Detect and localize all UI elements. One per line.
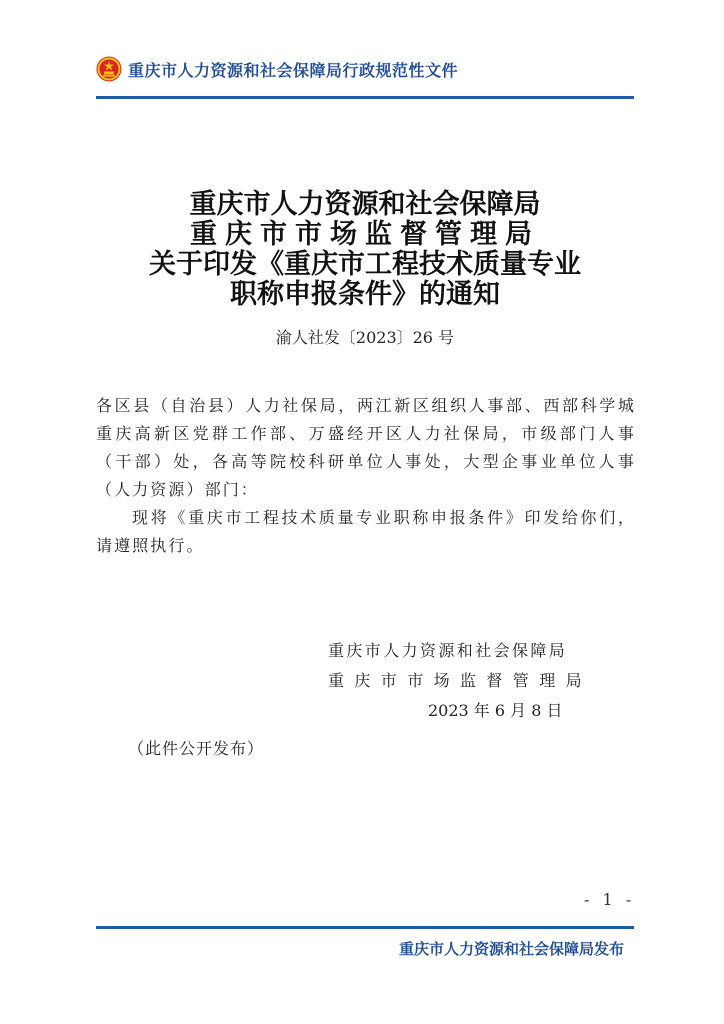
header-divider (96, 96, 634, 99)
issue-date: 2023 年 6 月 8 日 (428, 701, 563, 720)
page-number: - 1 - (584, 890, 636, 909)
footer-publisher: 重庆市人力资源和社会保障局发布 (398, 940, 624, 958)
notice-paragraph: 现将《重庆市工程技术质量专业职称申报条件》印发给你们，请遵照执行。 (96, 508, 636, 555)
title-line-3: 关于印发《重庆市工程技术质量专业 (149, 249, 581, 280)
signature-block (328, 636, 592, 696)
national-emblem-icon (96, 56, 122, 82)
document-title (96, 190, 634, 310)
title-line-1: 重庆市人力资源和社会保障局 (189, 189, 541, 220)
title-line-4: 职称申报条件》的通知 (230, 279, 500, 310)
document-header (96, 52, 458, 86)
header-title: 重庆市人力资源和社会保障局行政规范性文件 (128, 60, 459, 80)
title-line-2: 重庆市市场监督管理局 (190, 219, 540, 250)
document-number: 渝人社发〔2023〕26 号 (275, 328, 455, 347)
publication-note: （此件公开发布） (128, 739, 265, 758)
signatory-1: 重庆市人力资源和社会保障局 (328, 641, 568, 660)
recipients-paragraph: 各区县（自治县）人力社保局，两江新区组织人事部、西部科学城重庆高新区党群工作部、万盛经开区人力社保局，市级部门人事（干部）处，各高等院校科研单位人事处，大型企事业单位人事（人力资源）部门： (96, 396, 636, 499)
document-body (96, 392, 636, 560)
signatory-2: 重庆市市场监督管理局 (328, 671, 593, 690)
footer-divider (96, 926, 634, 929)
